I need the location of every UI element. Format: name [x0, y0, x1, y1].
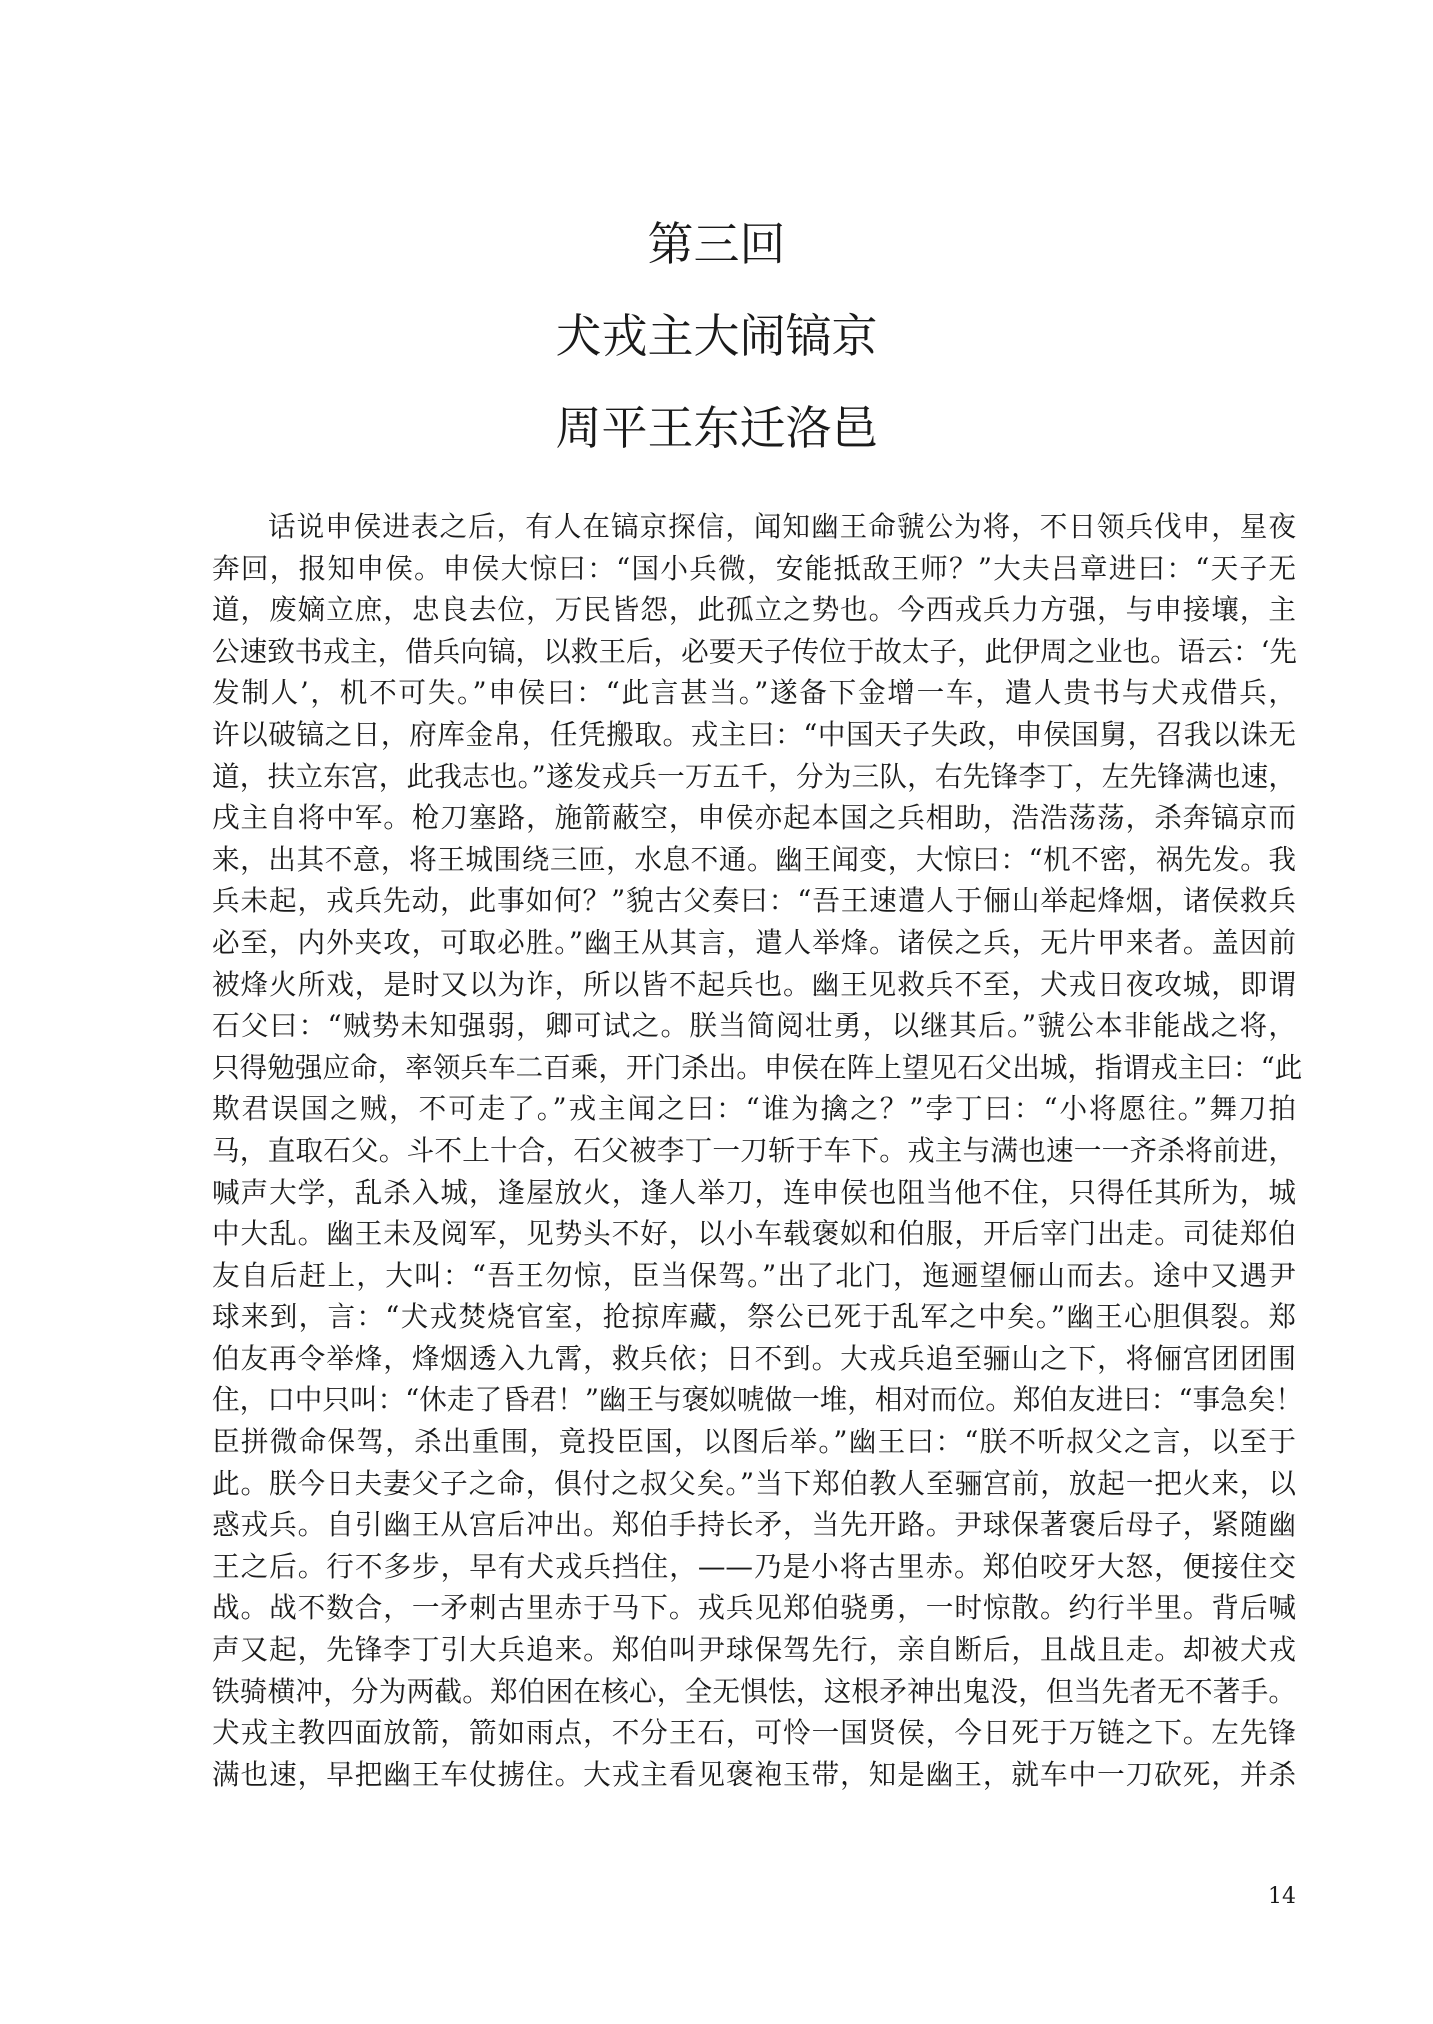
- chapter-title-line-1: 犬戎主大闹镐京: [555, 309, 878, 363]
- body-line: 必至，内外夹攻，可取必胜。”幽王从其言，遣人举烽。诸侯之兵，无片甲来者。盖因前: [212, 925, 1296, 959]
- body-line: 马，直取石父。斗不上十合，石父被李丁一刀斩于车下。戎主与满也速一一齐杀将前进，: [212, 1133, 1296, 1167]
- body-line: 来，出其不意，将王城围绕三匝，水息不通。幽王闻变，大惊曰：“机不密，祸先发。我: [212, 842, 1296, 876]
- body-line: 石父曰：“贼势未知强弱，卿可试之。朕当简阅壮勇，以继其后。”虢公本非能战之将，: [212, 1009, 1296, 1043]
- body-line: 此。朕今日夫妻父子之命，俱付之叔父矣。”当下郑伯教人至骊宫前，放起一把火来，以: [212, 1466, 1296, 1500]
- body-line: 兵未起，戎兵先动，此事如何？”貌古父奏曰：“吾王速遣人于俪山举起烽烟，诸侯救兵: [212, 884, 1296, 918]
- chapter-number: 第三回: [647, 217, 786, 271]
- body-line: 王之后。行不多步，早有犬戎兵挡住，——乃是小将古里赤。郑伯咬牙大怒，便接住交: [212, 1549, 1296, 1583]
- body-line: 声又起，先锋李丁引大兵追来。郑伯叫尹球保驾先行，亲自断后，且战且走。却被犬戎: [212, 1633, 1296, 1667]
- body-line: 公速致书戎主，借兵向镐，以救王后，必要天子传位于故太子，此伊周之业也。语云：‘先: [212, 634, 1297, 668]
- body-line: 惑戎兵。自引幽王从宫后冲出。郑伯手持长矛，当先开路。尹球保著褒后母子，紧随幽: [212, 1508, 1296, 1542]
- chapter-title-line-2: 周平王东迁洛邑: [555, 401, 878, 455]
- body-line: 战。战不数合，一矛刺古里赤于马下。戎兵见郑伯骁勇，一时惊散。约行半里。背后喊: [212, 1591, 1296, 1625]
- body-line: 话说申侯进表之后，有人在镐京探信，闻知幽王命虢公为将，不日领兵伐申，星夜: [268, 510, 1296, 543]
- body-line: 道，扶立东宫，此我志也。”遂发戎兵一万五千，分为三队，右先锋李丁，左先锋满也速，: [212, 759, 1296, 793]
- body-line: 臣拼微命保驾，杀出重围，竟投臣国，以图后举。”幽王曰：“朕不听叔父之言，以至于: [212, 1425, 1296, 1459]
- body-line: 伯友再令举烽，烽烟透入九霄，救兵依；日不到。大戎兵追至骊山之下，将俪宫团团围: [212, 1341, 1296, 1375]
- body-line: 欺君误国之贼，不可走了。”戎主闻之曰：“谁为擒之？”孛丁曰：“小将愿往。”舞刀拍: [212, 1092, 1296, 1126]
- body-line: 奔回，报知申侯。申侯大惊曰：“国小兵微，安能抵敌王师？”大夫吕章进曰：“天子无: [212, 551, 1296, 585]
- body-line: 许以破镐之日，府库金帛，任凭搬取。戎主曰：“中国天子失政，申侯国舅，召我以诛无: [212, 717, 1296, 751]
- body-line: 中大乱。幽王未及阅军，见势头不好，以小车载褒姒和伯服，开后宰门出走。司徒郑伯: [212, 1217, 1296, 1251]
- body-line: 被烽火所戏，是时又以为诈，所以皆不起兵也。幽王见救兵不至，犬戎日夜攻城，即谓: [212, 967, 1296, 1001]
- body-line: 满也速，早把幽王车仗掳住。大戎主看见褒袍玉带，知是幽王，就车中一刀砍死，并杀: [212, 1757, 1296, 1791]
- body-line: 住，口中只叫：“休走了昏君！”幽王与褒姒唬做一堆，相对而位。郑伯友进曰：“事急矣！: [212, 1383, 1303, 1417]
- body-line: 喊声大学，乱杀入城，逢屋放火，逢人举刀，连申侯也阻当他不住，只得任其所为，城: [212, 1175, 1296, 1209]
- page-number: 14: [1268, 1884, 1296, 1909]
- body-line: 只得勉强应命，率领兵车二百乘，开门杀出。申侯在阵上望见石父出城，指谓戎主曰：“此: [212, 1050, 1303, 1084]
- body-line: 球来到，言：“犬戎焚烧官室，抢掠库藏，祭公已死于乱军之中矣。”幽王心胆俱裂。郑: [212, 1300, 1296, 1334]
- body-line: 友自后赶上，大叫：“吾王勿惊，臣当保驾。”出了北门，迤逦望俪山而去。途中又遇尹: [212, 1258, 1296, 1292]
- body-text: [212, 506, 1303, 1795]
- body-line: 犬戎主教四面放箭，箭如雨点，不分王石，可怜一国贤侯，今日死于万链之下。左先锋: [212, 1716, 1296, 1750]
- body-line: 道，废嫡立庶，忠良去位，万民皆怨，此孤立之势也。今西戎兵力方强，与申接壤，主: [212, 593, 1296, 627]
- body-line: 铁骑横冲，分为两截。郑伯困在核心，全无惧怯，这根矛神出鬼没，但当先者无不著手。: [212, 1674, 1296, 1708]
- body-line: 戌主自将中军。枪刀塞路，施箭蔽空，申侯亦起本国之兵相助，浩浩荡荡，杀奔镐京而: [212, 801, 1296, 835]
- body-line: 发制人’，机不可失。”申侯曰：“此言甚当。”遂备下金增一车，遣人贵书与犬戎借兵，: [212, 676, 1296, 710]
